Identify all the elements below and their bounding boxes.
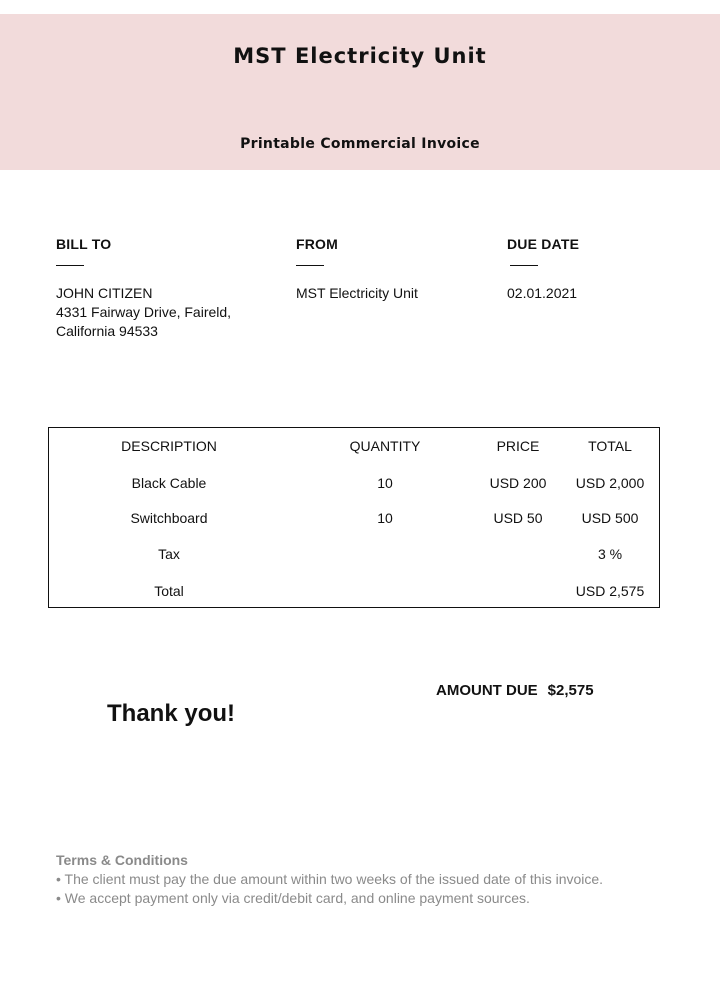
item-price: USD 50 [493, 510, 543, 526]
due-date-value: 02.01.2021 [507, 285, 578, 301]
column-header-quantity: QUANTITY [349, 438, 421, 454]
from-heading: FROM [296, 236, 339, 252]
bill-to-heading: BILL TO [56, 236, 112, 252]
item-total: USD 2,000 [575, 475, 645, 491]
from-section [296, 236, 418, 303]
due-date-rule [510, 265, 538, 266]
item-description: Black Cable [131, 475, 207, 491]
from-details [296, 284, 418, 303]
bill-to-rule [56, 265, 84, 266]
items-table [48, 427, 660, 608]
bill-to-address [56, 284, 231, 341]
due-date-section [507, 236, 579, 303]
item-description: Switchboard [130, 510, 208, 526]
column-header-total: TOTAL [588, 438, 632, 454]
terms-line: • The client must pay the due amount within two weeks of the issued date of this invoice. [56, 871, 604, 887]
item-quantity: 10 [377, 510, 393, 526]
bill-to-name: JOHN CITIZEN [56, 285, 153, 301]
amount-due-label: AMOUNT DUE [436, 682, 538, 699]
amount-due [436, 682, 594, 699]
total-label: Total [154, 583, 184, 599]
terms-section [56, 851, 603, 908]
bill-to-section [56, 236, 231, 341]
invoice-header [0, 14, 720, 170]
document-type: Printable Commercial Invoice [240, 136, 480, 152]
column-header-description: DESCRIPTION [121, 438, 217, 454]
terms-line: • We accept payment only via credit/debit card, and online payment sources. [56, 890, 530, 906]
from-rule [296, 265, 324, 266]
due-date-heading: DUE DATE [507, 236, 580, 252]
item-price: USD 200 [489, 475, 547, 491]
amount-due-value: $2,575 [547, 682, 594, 699]
item-quantity: 10 [377, 475, 393, 491]
total-value: USD 2,575 [575, 583, 645, 599]
item-total: USD 500 [581, 510, 639, 526]
company-name: MST Electricity Unit [233, 44, 487, 68]
terms-title: Terms & Conditions [56, 852, 188, 868]
from-company: MST Electricity Unit [296, 285, 418, 301]
thank-you-message: Thank you! [107, 700, 236, 727]
bill-to-state: California 94533 [56, 323, 158, 339]
bill-to-street: 4331 Fairway Drive, Faireld, [56, 304, 232, 320]
column-header-price: PRICE [496, 438, 540, 454]
tax-label: Tax [158, 546, 180, 562]
tax-value: 3 % [597, 546, 623, 562]
